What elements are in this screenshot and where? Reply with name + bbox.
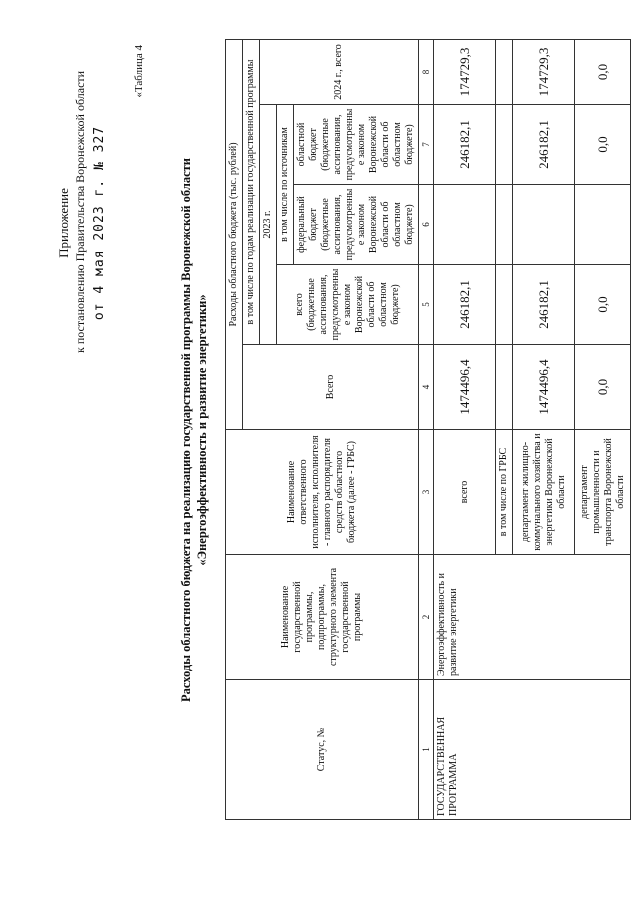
total-header: Всего	[243, 345, 419, 430]
all-2023-header: всего (бюджетные ассигнования, предусмотренные законом Воронежской области об областном бюджете)	[277, 265, 419, 345]
row-2023-all: 0,0	[575, 265, 631, 345]
row-2023-all: 246182,1	[434, 265, 496, 345]
row-status: ГОСУДАРСТВЕННАЯ ПРОГРАММА	[434, 680, 631, 820]
row-2023-federal	[575, 185, 631, 265]
row-2023-federal	[434, 185, 496, 265]
by-sources-header: в том числе по источникам	[277, 105, 294, 265]
col-number: 7	[419, 105, 434, 185]
row-2023-federal	[513, 185, 575, 265]
col-status-header: Статус, №	[226, 680, 419, 820]
row-2023-all	[496, 265, 513, 345]
year-2023-header: 2023 г.	[260, 105, 277, 345]
col-number: 1	[419, 680, 434, 820]
year-2024-header: 2024 г., всего	[260, 39, 419, 104]
row-total: 0,0	[575, 345, 631, 430]
federal-budget-header: федеральный бюджет (бюджетные ассигнования, предусмотренные законом Воронежской области об областном бюджете)	[294, 185, 419, 265]
regional-budget-header: областной бюджет (бюджетные ассигнования, предусмотренные законом Воронежской области об областном бюджете)	[294, 105, 419, 185]
row-2023-regional: 0,0	[575, 105, 631, 185]
row-executor: департамент промышленности и транспорта Воронежской области	[575, 430, 631, 555]
row-total: 1474496,4	[434, 345, 496, 430]
row-executor: всего	[434, 430, 496, 555]
row-2024	[496, 39, 513, 104]
col-executor-header: Наименование ответственного исполнителя, исполнителя - главного распорядителя средств областного бюджета (далее - ГРБС)	[226, 430, 419, 555]
col-name-header: Наименование государственной программы, подпрограммы, структурного элемента государственной программы	[226, 555, 419, 680]
row-2023-regional: 246182,1	[434, 105, 496, 185]
expenses-header: Расходы областного бюджета (тыс. рублей)	[226, 39, 243, 429]
col-number: 6	[419, 185, 434, 265]
expenses-table	[225, 39, 631, 820]
resolution-date: от 4 мая 2023 г. № 327	[92, 125, 107, 321]
table-row	[434, 39, 496, 819]
row-program-name: Энергоэффективность и развитие энергетики	[434, 555, 631, 680]
row-2023-regional	[496, 105, 513, 185]
col-number: 8	[419, 39, 434, 104]
row-2024: 0,0	[575, 39, 631, 104]
col-number: 4	[419, 345, 434, 430]
row-2023-all: 246182,1	[513, 265, 575, 345]
col-number: 5	[419, 265, 434, 345]
row-executor: в том числе по ГРБС	[496, 430, 513, 555]
row-executor: департамент жилищно-коммунального хозяйства и энергетики Воронежской области	[513, 430, 575, 555]
row-2023-regional: 246182,1	[513, 105, 575, 185]
by-years-header: в том числе по годам реализации государственной программы	[243, 39, 260, 344]
row-2023-federal	[496, 185, 513, 265]
row-total: 1474496,4	[513, 345, 575, 430]
resolution-label: к постановлению Правительства Воронежской области	[73, 70, 87, 353]
col-number: 2	[419, 555, 434, 680]
col-number: 3	[419, 430, 434, 555]
row-2024: 174729,3	[513, 39, 575, 104]
table-number-label: «Таблица 4	[133, 45, 145, 98]
row-total	[496, 345, 513, 430]
appendix-label: Приложение	[56, 188, 71, 258]
row-2024: 174729,3	[434, 39, 496, 104]
page-title	[178, 40, 210, 820]
title-line-2: «Энергоэффективность и развитие энергетики»	[195, 294, 209, 566]
title-line-1: Расходы областного бюджета на реализацию государственной программы Воронежской области	[179, 157, 193, 703]
